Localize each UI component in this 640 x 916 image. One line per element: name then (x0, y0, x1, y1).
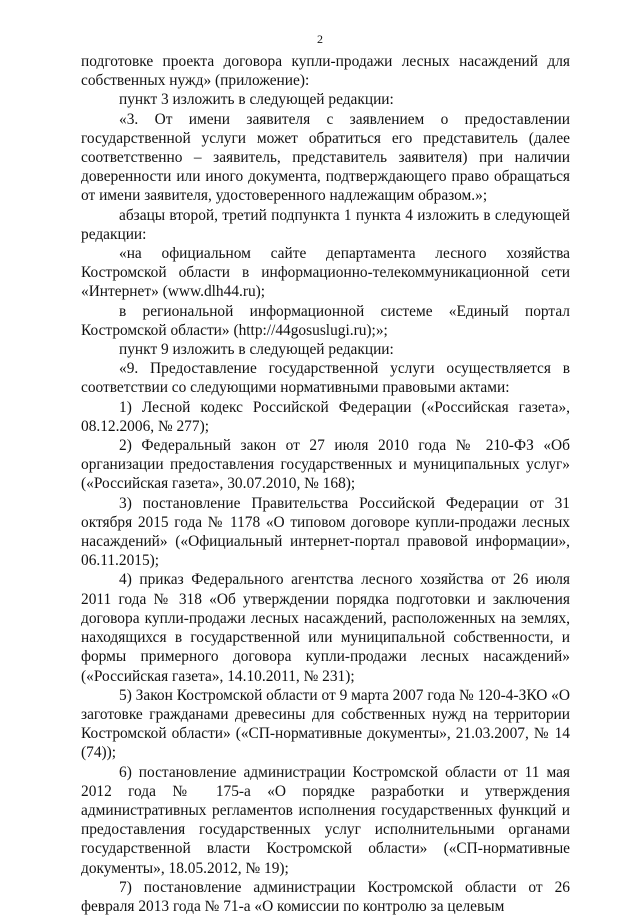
paragraph: 2) Федеральный закон от 27 июля 2010 года № 210-ФЗ «Об организации предоставления государственных и муниципальных услуг» («Российская газета», 30.07.2010, № 168); (81, 437, 570, 493)
page-number: 2 (317, 32, 323, 46)
paragraph: пункт 3 изложить в следующей редакции: (119, 91, 394, 109)
paragraph: 7) постановление администрации Костромской области от 26 февраля 2013 года № 71-а «О комиссии по контролю за целевым (81, 878, 570, 915)
paragraph: подготовке проекта договора купли-продажи лесных насаждений для собственных нужд» (приложение): (81, 53, 570, 90)
document-body (81, 52, 570, 916)
paragraph: 5) Закон Костромской области от 9 марта 2007 года № 120-4-ЗКО «О заготовке гражданами древесины для собственных нужд на территории Костромской области» («СП-нормативные документы», 21.03.2007, № 14 (74)); (81, 686, 570, 762)
paragraph: «на официальном сайте департамента лесного хозяйства Костромской области в информационно-телекоммуникационной сети «Интернет» (www.dlh44.ru); (81, 245, 570, 301)
paragraph: в региональной информационной системе «Единый портал Костромской области» (http://44gosuslugi.ru);»; (81, 302, 570, 339)
paragraph: 1) Лесной кодекс Российской Федерации («Российская газета», 08.12.2006, № 277); (81, 398, 570, 435)
paragraph: «9. Предоставление государственной услуги осуществляется в соответствии со следующими нормативными правовыми актами: (81, 360, 570, 397)
paragraph: пункт 9 изложить в следующей редакции: (119, 341, 394, 359)
paragraph: абзацы второй, третий подпункта 1 пункта 4 изложить в следующей редакции: (81, 206, 570, 243)
paragraph: 6) постановление администрации Костромской области от 11 мая 2012 года № 175-а «О порядке разработки и утверждения административных регламентов исполнения государственных функций и предоставления государственных услуг исполнительными органами государственной власти Костромской области» («СП-нормативные документы», 18.05.2012, № 19); (81, 763, 570, 877)
paragraph: 4) приказ Федерального агентства лесного хозяйства от 26 июля 2011 года № 318 «Об утверждении порядка подготовки и заключения договора купли-продажи лесных насаждений, расположенных на землях, находящихся в государственной или муниципальной собственности, и формы примерного договора купли-продажи лесных насаждений» («Российская газета», 14.10.2011, № 231); (81, 571, 570, 685)
paragraph: 3) постановление Правительства Российской Федерации от 31 октября 2015 года № 1178 «О типовом договоре купли-продажи лесных насаждений» («Официальный интернет-портал правовой информации», 06.11.2015); (81, 494, 570, 570)
paragraph: «3. От имени заявителя с заявлением о предоставлении государственной услуги может обратиться его представитель (далее соответственно – заявитель, представитель заявителя) при наличии доверенности или иного документа, подтверждающего право обращаться от имени заявителя, удостоверенного надлежащим образом.»; (81, 110, 570, 205)
